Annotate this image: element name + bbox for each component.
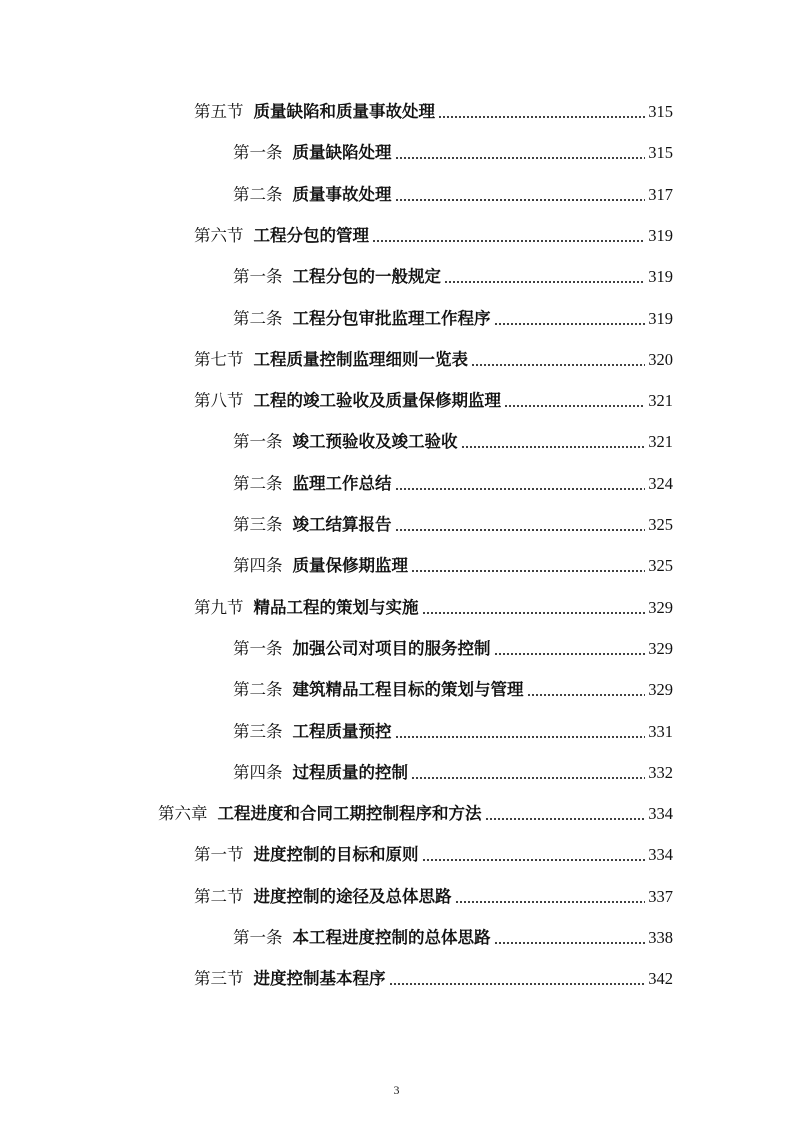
toc-entry[interactable] (194, 386, 673, 412)
toc-entry[interactable] (233, 469, 673, 495)
toc-entry[interactable] (233, 923, 673, 949)
toc-entry-number: 第二节 (194, 887, 244, 906)
toc-entry-title: 工程质量控制监理细则一览表 (253, 350, 468, 369)
dot-leader (444, 281, 645, 283)
toc-entry-page: 329 (648, 680, 673, 699)
toc-entry-number: 第一条 (233, 267, 283, 286)
toc-entry-number: 第二条 (233, 185, 283, 204)
dot-leader (471, 364, 645, 366)
toc-entry-number: 第九节 (194, 598, 244, 617)
toc-entry-number: 第三节 (194, 969, 244, 988)
toc-entry-page: 315 (648, 143, 673, 162)
toc-entry[interactable] (233, 551, 673, 577)
toc-entry-page: 319 (648, 226, 673, 245)
toc-entry-page: 329 (648, 639, 673, 658)
toc-entry-title: 竣工预验收及竣工验收 (292, 432, 458, 451)
toc-entry[interactable] (194, 840, 673, 866)
toc-entry-title: 精品工程的策划与实施 (253, 598, 419, 617)
toc-entry[interactable] (233, 304, 673, 330)
toc-entry-page: 332 (648, 763, 673, 782)
toc-entry[interactable] (233, 510, 673, 536)
toc-entry-title: 工程质量预控 (292, 722, 392, 741)
dot-leader (438, 116, 645, 118)
toc-entry-number: 第一条 (233, 432, 283, 451)
toc-entry-number: 第一节 (194, 845, 244, 864)
toc-entry[interactable] (194, 345, 673, 371)
toc-entry-page: 324 (648, 474, 673, 493)
toc-entry-number: 第二条 (233, 474, 283, 493)
dot-leader (372, 240, 645, 242)
toc-entry-page: 319 (648, 267, 673, 286)
toc-entry-title: 工程分包审批监理工作程序 (292, 309, 491, 328)
toc-entry-title: 质量保修期监理 (292, 556, 408, 575)
dot-leader (422, 859, 646, 861)
toc-entry-title: 加强公司对项目的服务控制 (292, 639, 491, 658)
dot-leader (504, 405, 645, 407)
toc-entry[interactable] (233, 758, 673, 784)
toc-entry-page: 334 (648, 804, 673, 823)
toc-entry-title: 质量缺陷处理 (292, 143, 392, 162)
toc-entry-title: 竣工结算报告 (292, 515, 392, 534)
toc-entry-number: 第一条 (233, 143, 283, 162)
dot-leader (527, 694, 646, 696)
toc-entry[interactable] (194, 593, 673, 619)
toc-entry-number: 第二条 (233, 309, 283, 328)
dot-leader (395, 157, 646, 159)
dot-leader (395, 736, 646, 738)
toc-entry-number: 第三条 (233, 515, 283, 534)
toc-entry[interactable] (233, 262, 673, 288)
toc-entry-page: 342 (648, 969, 673, 988)
dot-leader (494, 653, 646, 655)
toc-entry-title: 质量事故处理 (292, 185, 392, 204)
dot-leader (411, 777, 645, 779)
dot-leader (395, 199, 646, 201)
toc-entry-title: 进度控制基本程序 (253, 969, 386, 988)
toc-entry[interactable] (233, 180, 673, 206)
dot-leader (422, 612, 646, 614)
toc-entry[interactable] (233, 675, 673, 701)
toc-entry[interactable] (233, 138, 673, 164)
toc-entry-title: 本工程进度控制的总体思路 (292, 928, 491, 947)
toc-entry-number: 第二条 (233, 680, 283, 699)
toc-entry-page: 325 (648, 515, 673, 534)
dot-leader (485, 818, 646, 820)
dot-leader (395, 488, 646, 490)
toc-entry-number: 第六章 (158, 804, 208, 823)
dot-leader (494, 323, 646, 325)
toc-entry-page: 321 (648, 391, 673, 410)
toc-entry-title: 工程进度和合同工期控制程序和方法 (217, 804, 482, 823)
page-number: 3 (393, 1083, 400, 1097)
toc-entry-page: 331 (648, 722, 673, 741)
toc-entry[interactable] (158, 799, 673, 825)
dot-leader (411, 570, 645, 572)
toc-entry-title: 质量缺陷和质量事故处理 (253, 102, 435, 121)
toc-entry-number: 第四条 (233, 763, 283, 782)
toc-entry[interactable] (194, 964, 673, 990)
dot-leader (395, 529, 646, 531)
dot-leader (461, 446, 646, 448)
toc-entry-page: 315 (648, 102, 673, 121)
toc-entry[interactable] (194, 97, 673, 123)
toc-entry-title: 工程分包的一般规定 (292, 267, 441, 286)
toc-entry-page: 320 (648, 350, 673, 369)
toc-entry-title: 建筑精品工程目标的策划与管理 (292, 680, 524, 699)
toc-entry-title: 进度控制的途径及总体思路 (253, 887, 452, 906)
toc-entry[interactable] (194, 221, 673, 247)
toc-entry-page: 321 (648, 432, 673, 451)
toc-entry-number: 第一条 (233, 639, 283, 658)
toc-entry-page: 334 (648, 845, 673, 864)
toc-entry-page: 338 (648, 928, 673, 947)
toc-entry-number: 第五节 (194, 102, 244, 121)
toc-entry[interactable] (194, 882, 673, 908)
toc-entry-page: 317 (648, 185, 673, 204)
toc-entry-number: 第八节 (194, 391, 244, 410)
toc-entry-title: 工程分包的管理 (253, 226, 369, 245)
toc-entry[interactable] (233, 634, 673, 660)
toc-entry-number: 第六节 (194, 226, 244, 245)
toc-entry[interactable] (233, 427, 673, 453)
dot-leader (494, 942, 646, 944)
toc-entry-page: 325 (648, 556, 673, 575)
toc-entry-page: 337 (648, 887, 673, 906)
toc-entry-number: 第三条 (233, 722, 283, 741)
toc-entry-page: 329 (648, 598, 673, 617)
toc-entry[interactable] (233, 717, 673, 743)
dot-leader (389, 983, 646, 985)
toc-entry-title: 过程质量的控制 (292, 763, 408, 782)
toc-entry-title: 工程的竣工验收及质量保修期监理 (253, 391, 501, 410)
toc-entry-title: 进度控制的目标和原则 (253, 845, 419, 864)
toc-entry-page: 319 (648, 309, 673, 328)
toc-entry-number: 第四条 (233, 556, 283, 575)
dot-leader (455, 901, 646, 903)
toc-entry-number: 第一条 (233, 928, 283, 947)
toc-entry-title: 监理工作总结 (292, 474, 392, 493)
toc-entry-number: 第七节 (194, 350, 244, 369)
